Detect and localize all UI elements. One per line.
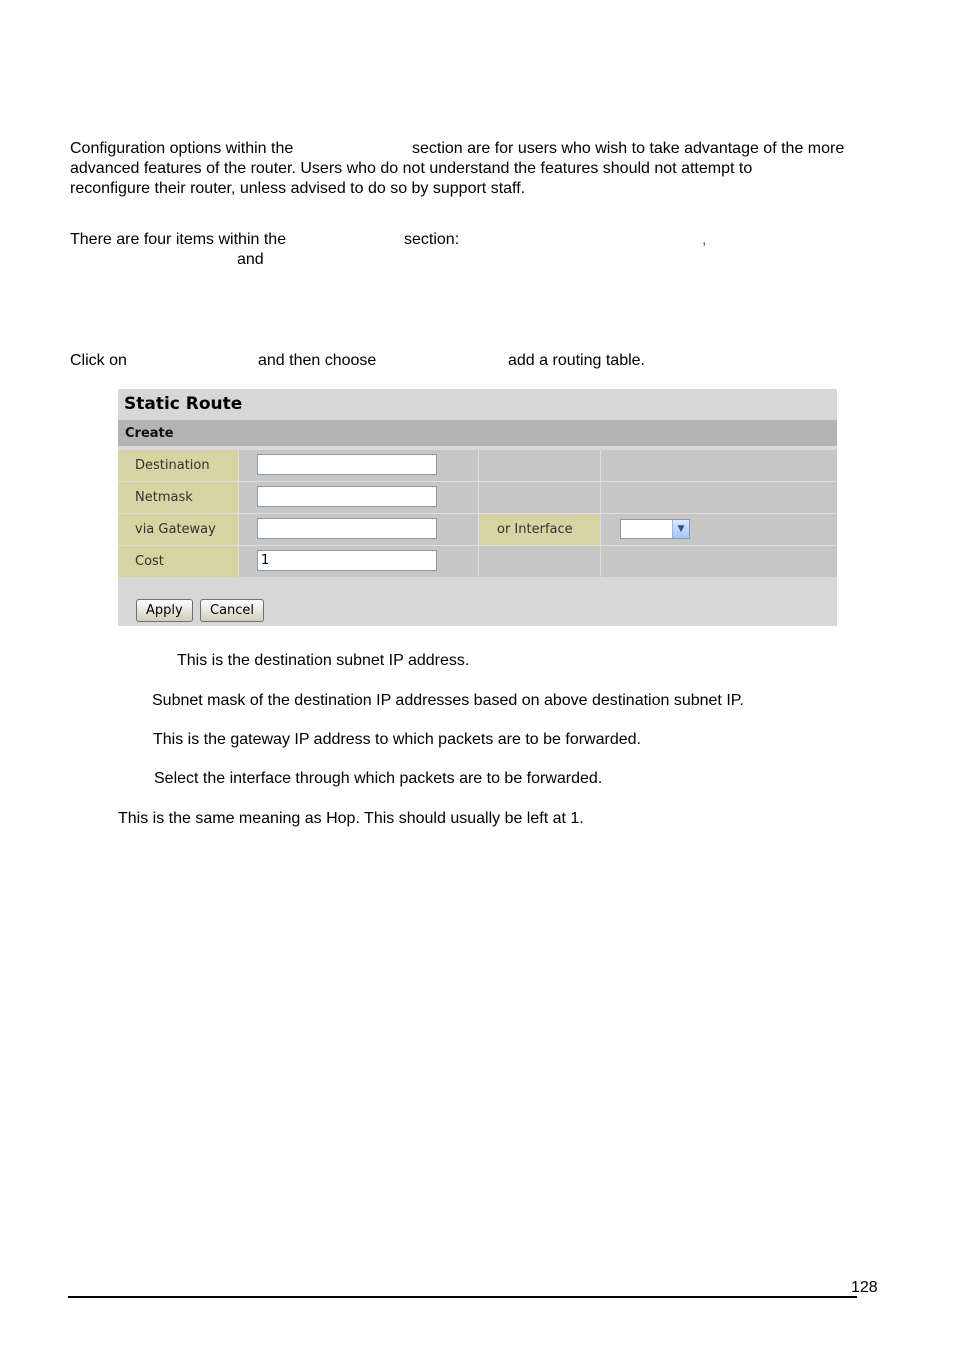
destination-input[interactable] [257,454,437,475]
paragraph3-end: add a routing table. [508,352,645,369]
definition-cost: This is the same meaning as Hop. This should usually be left at 1. [118,810,584,827]
paragraph3-middle: and then choose [258,352,377,369]
cost-input-cell [239,546,478,577]
via-gateway-input-cell [239,514,478,545]
paragraph1-line1-start: Configuration options within the [70,140,294,157]
table-cell [601,450,837,481]
via-gateway-input[interactable] [257,518,437,539]
paragraph3-start: Click on [70,352,127,369]
table-cell [479,546,600,577]
definition-gateway: This is the gateway IP address to which packets are to be forwarded. [153,731,641,748]
destination-label: Destination [118,450,238,481]
interface-select[interactable] [620,519,690,539]
paragraph2-line1-start: There are four items within the [70,231,287,248]
interface-select-cell [601,514,837,545]
table-cell [601,546,837,577]
destination-input-cell [239,450,478,481]
cost-label: Cost [118,546,238,577]
via-gateway-label: via Gateway [118,514,238,545]
static-route-title: Static Route [118,389,837,419]
table-cell [479,482,600,513]
definition-destination: This is the destination subnet IP address. [177,652,470,669]
paragraph2-line2: and [237,251,264,268]
chevron-down-icon[interactable]: ▼ [672,520,689,538]
definition-netmask: Subnet mask of the destination IP addresses based on above destination subnet IP. [152,692,744,709]
static-route-panel [118,389,837,626]
netmask-input[interactable] [257,486,437,507]
netmask-input-cell [239,482,478,513]
page-number: 128 [851,1279,878,1296]
static-route-table [118,450,837,577]
paragraph1-line2: advanced features of the router. Users who do not understand the features should not attempt to [70,160,753,177]
netmask-label: Netmask [118,482,238,513]
cost-input[interactable] [257,550,437,571]
definition-interface: Select the interface through which packets are to be forwarded. [154,770,603,787]
footer-rule [68,1296,857,1298]
apply-button[interactable]: Apply [136,599,193,622]
panel-button-area [118,577,837,626]
paragraph1-line1-end: section are for users who wish to take advantage of the more [412,140,845,157]
or-interface-label: or Interface [479,514,600,545]
create-section-header: Create [118,420,837,446]
cancel-button[interactable]: Cancel [200,599,264,622]
paragraph2-line1-end: section: [404,231,460,248]
table-cell [601,482,837,513]
table-cell [479,450,600,481]
paragraph1-line3: reconfigure their router, unless advised to do so by support staff. [70,180,526,197]
paragraph2-list-comma: , [702,231,707,248]
